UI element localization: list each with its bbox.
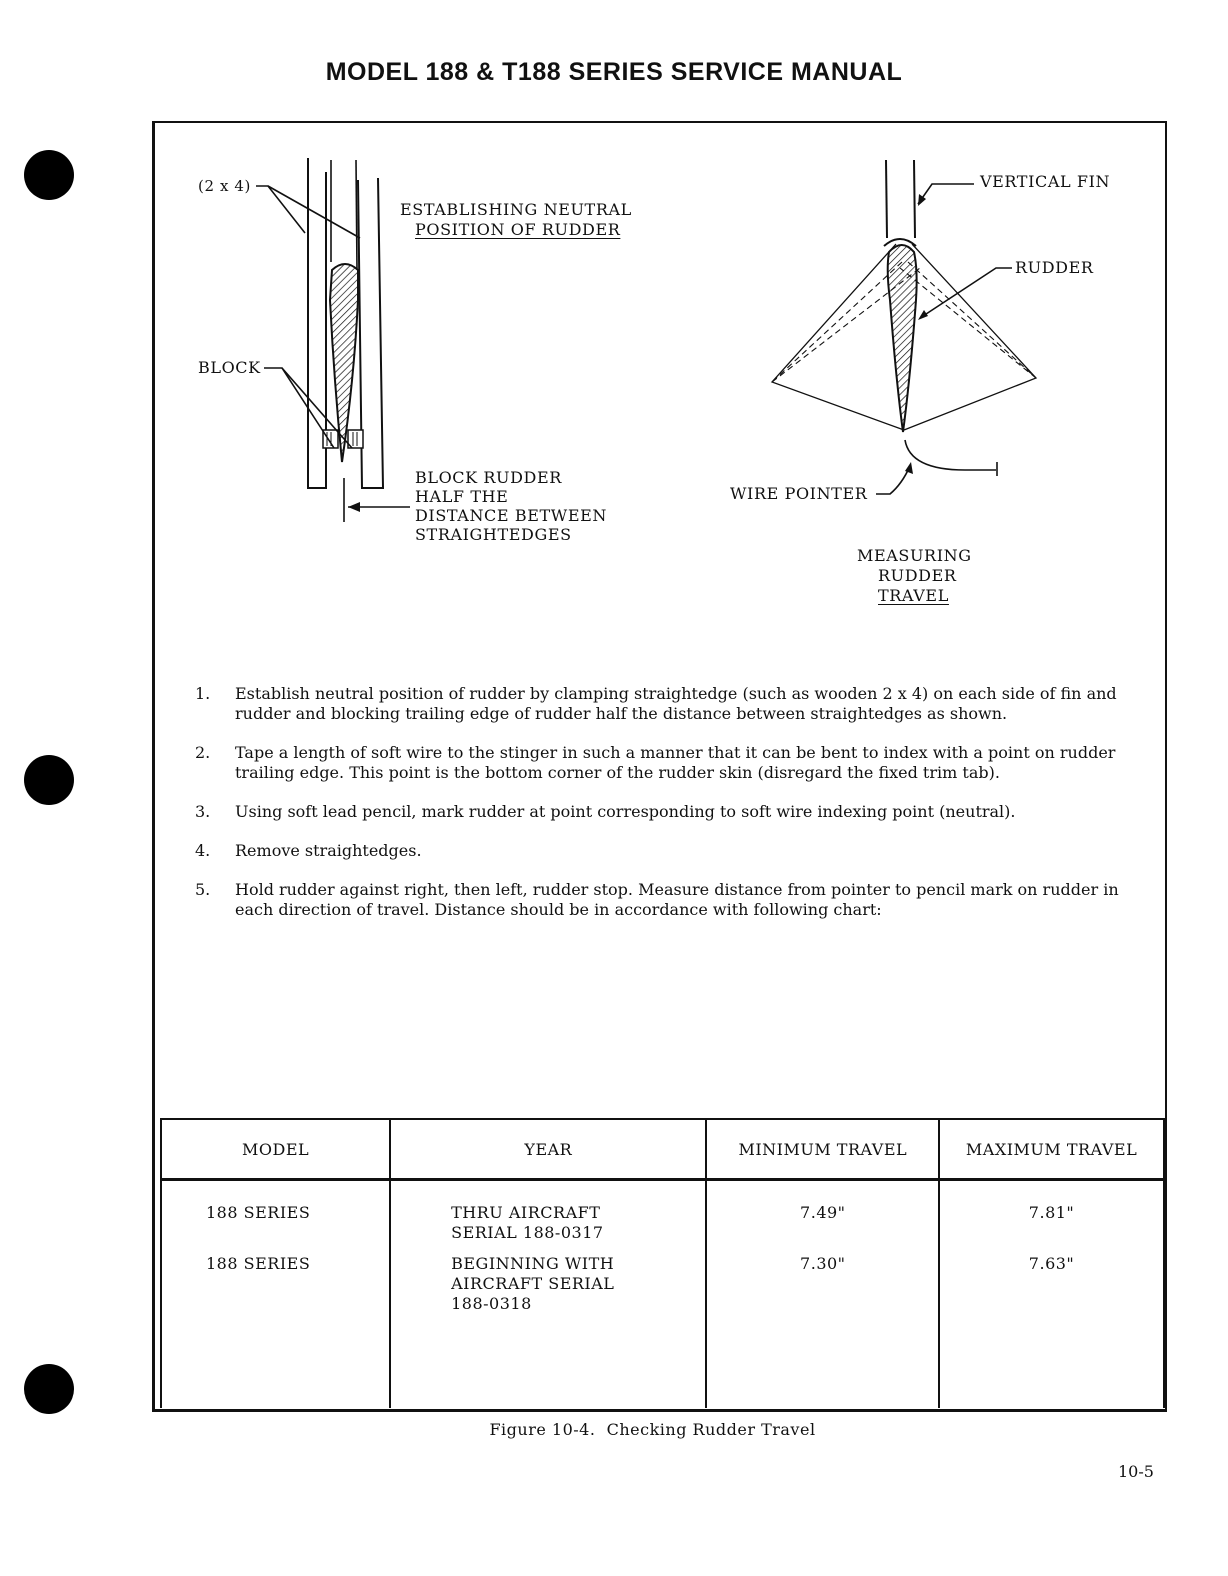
cell-model: 188 SERIES — [161, 1180, 390, 1245]
neutral-position-diagram — [0, 0, 1228, 660]
block-note-line2: HALF THE — [415, 487, 509, 506]
step-2: 2. Tape a length of soft wire to the stinger in such a manner that it can be bent to index with a point on rudder trailing edge. This point is the bottom corner of the rudder skin (disregard the fixed trim tab). — [195, 743, 1116, 782]
cell-year: BEGINNING WITH AIRCRAFT SERIAL 188-0318 — [390, 1244, 706, 1408]
header-year: YEAR — [390, 1119, 706, 1180]
step-3: 3. Using soft lead pencil, mark rudder at point corresponding to soft wire indexing point (neutral). — [195, 802, 1016, 821]
cell-min-travel: 7.49" — [706, 1180, 939, 1245]
label-vertical-fin: VERTICAL FIN — [980, 172, 1111, 191]
neutral-heading-line2: POSITION OF RUDDER — [415, 220, 621, 239]
label-wire-pointer: WIRE POINTER — [730, 484, 868, 503]
table-row — [161, 1244, 1164, 1408]
table-header-row — [161, 1119, 1164, 1180]
cell-year: THRU AIRCRAFT SERIAL 188-0317 — [390, 1180, 706, 1245]
neutral-heading-line1: ESTABLISHING NEUTRAL — [400, 200, 632, 219]
procedure-steps — [195, 684, 1135, 939]
measuring-heading-line2: RUDDER — [878, 566, 957, 585]
header-max-travel: MAXIMUM TRAVEL — [939, 1119, 1164, 1180]
block-note-line3: DISTANCE BETWEEN — [415, 506, 607, 525]
page-number: 10-5 — [1118, 1462, 1154, 1481]
step-5: 5. Hold rudder against right, then left, rudder stop. Measure distance from pointer to pencil mark on rudder in each direction of travel. Distance should be in accordance with following chart: — [195, 880, 1119, 919]
cell-model: 188 SERIES — [161, 1244, 390, 1408]
measuring-heading-line1: MEASURING — [857, 546, 972, 565]
binder-hole-bottom — [24, 1364, 74, 1414]
cell-max-travel: 7.81" — [939, 1180, 1164, 1245]
step-4: 4. Remove straightedges. — [195, 841, 422, 860]
measuring-heading-line3: TRAVEL — [878, 586, 949, 605]
label-2x4: (2 x 4) — [198, 177, 251, 195]
label-rudder: RUDDER — [1015, 258, 1094, 277]
figure-caption: Figure 10-4. Checking Rudder Travel — [489, 1420, 816, 1439]
page-title: MODEL 188 & T188 SERIES SERVICE MANUAL — [325, 58, 903, 86]
header-model: MODEL — [161, 1119, 390, 1180]
cell-min-travel: 7.30" — [706, 1244, 939, 1408]
rudder-section-right — [888, 245, 917, 432]
binder-hole-middle — [24, 755, 74, 805]
step-1: 1. Establish neutral position of rudder by clamping straightedge (such as wooden 2 x 4) on each side of fin and rudder and blocking trailing edge of rudder half the distance between straightedges as shown. — [195, 684, 1117, 723]
block-note-line1: BLOCK RUDDER — [415, 468, 562, 487]
rudder-travel-table — [160, 1118, 1165, 1408]
cell-max-travel: 7.63" — [939, 1244, 1164, 1408]
label-block: BLOCK — [198, 358, 261, 377]
header-min-travel: MINIMUM TRAVEL — [706, 1119, 939, 1180]
block-note-line4: STRAIGHTEDGES — [415, 525, 572, 544]
table-row — [161, 1180, 1164, 1245]
